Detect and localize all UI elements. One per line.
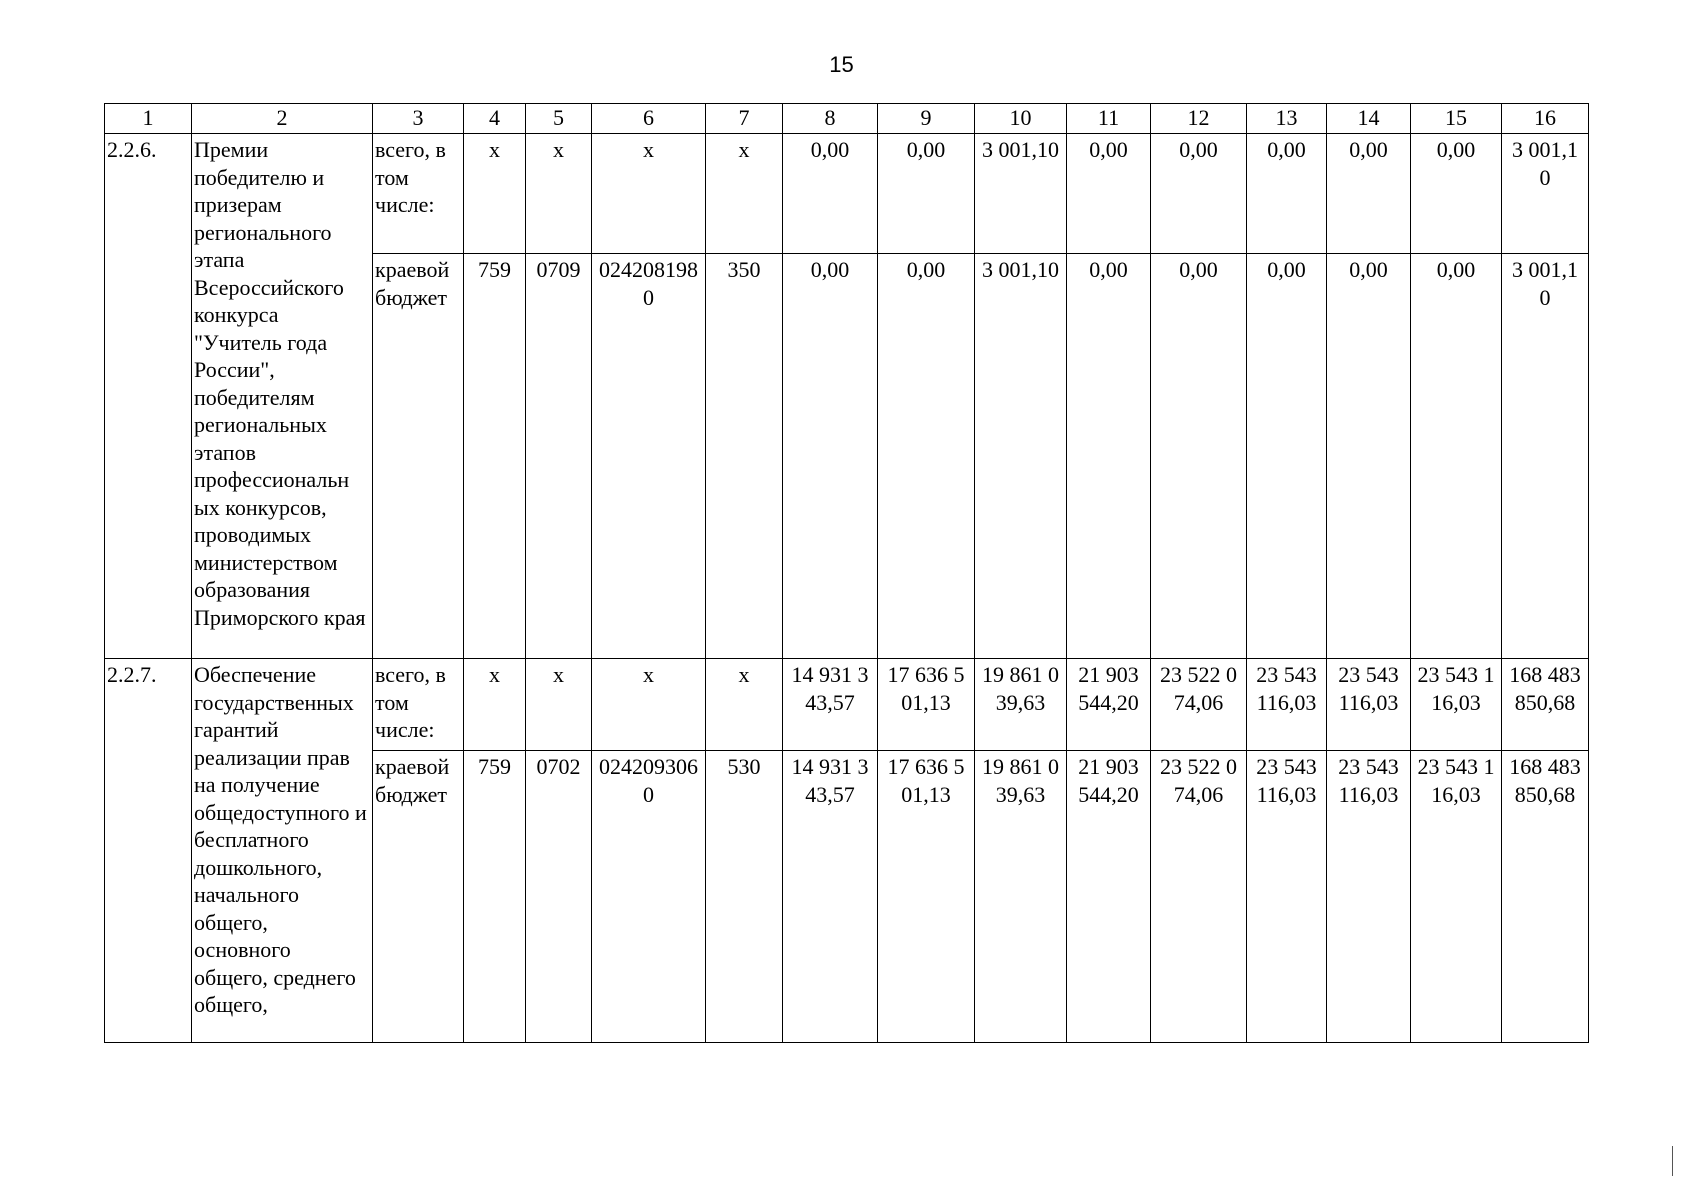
- funding-source: краевой бюджет: [373, 254, 464, 659]
- cell-value: 0,00: [1247, 254, 1327, 659]
- budget-table: [104, 103, 1589, 1043]
- cell-col6: x: [592, 134, 706, 254]
- cell-col6: 024208198 0: [592, 254, 706, 659]
- funding-source: всего, в том числе:: [373, 659, 464, 751]
- cell-value: 23 522 0 74,06: [1151, 659, 1247, 751]
- row-name: Обеспечение государственных гарантий реализации прав на получение общедоступного и бесплатного дошкольного, начального общего, основного общего, среднего общего,: [192, 659, 373, 1043]
- cell-value: 3 001,10: [975, 134, 1067, 254]
- page-number: 15: [829, 52, 854, 77]
- cell-value: 21 903 544,20: [1067, 751, 1151, 1043]
- column-header: 13: [1247, 104, 1327, 134]
- cell-value: 168 483 850,68: [1502, 659, 1589, 751]
- column-header: 7: [706, 104, 783, 134]
- cell-value: 0,00: [1411, 134, 1502, 254]
- cell-col5: x: [526, 659, 592, 751]
- cell-col7: 530: [706, 751, 783, 1043]
- row-code: 2.2.6.: [105, 134, 192, 659]
- cell-value: 3 001,10: [975, 254, 1067, 659]
- column-header: 16: [1502, 104, 1589, 134]
- cell-value: 0,00: [1067, 254, 1151, 659]
- cell-value: 0,00: [1151, 254, 1247, 659]
- cell-value: 23 543 116,03: [1247, 659, 1327, 751]
- column-header: 14: [1327, 104, 1411, 134]
- cell-value: 14 931 3 43,57: [783, 659, 878, 751]
- cell-value: 14 931 3 43,57: [783, 751, 878, 1043]
- cell-value: 0,00: [783, 134, 878, 254]
- row-name: Премии победителю и призерам регионального этапа Всероссийского конкурса "Учитель года России", победителям региональных этапов профессиональн ых конкурсов, проводимых министерством образования Приморского края: [192, 134, 373, 659]
- cell-value: 23 543 116,03: [1327, 751, 1411, 1043]
- scan-margin-mark: [1672, 1146, 1673, 1176]
- cell-col4: 759: [464, 254, 526, 659]
- column-header: 15: [1411, 104, 1502, 134]
- cell-value: 0,00: [1067, 134, 1151, 254]
- cell-value: 3 001,1 0: [1502, 254, 1589, 659]
- cell-value: 3 001,1 0: [1502, 134, 1589, 254]
- cell-value: 0,00: [1327, 254, 1411, 659]
- column-header: 1: [105, 104, 192, 134]
- cell-value: 23 522 0 74,06: [1151, 751, 1247, 1043]
- table-row: [105, 659, 1589, 751]
- cell-col6: x: [592, 659, 706, 751]
- row-code: 2.2.7.: [105, 659, 192, 1043]
- cell-value: 23 543 1 16,03: [1411, 751, 1502, 1043]
- cell-col7: 350: [706, 254, 783, 659]
- cell-value: 21 903 544,20: [1067, 659, 1151, 751]
- cell-col6: 024209306 0: [592, 751, 706, 1043]
- cell-col5: 0702: [526, 751, 592, 1043]
- cell-value: 0,00: [1247, 134, 1327, 254]
- table-header-row: [105, 104, 1589, 134]
- cell-value: 0,00: [783, 254, 878, 659]
- cell-value: 168 483 850,68: [1502, 751, 1589, 1043]
- cell-value: 23 543 116,03: [1327, 659, 1411, 751]
- cell-value: 0,00: [878, 254, 975, 659]
- column-header: 9: [878, 104, 975, 134]
- column-header: 2: [192, 104, 373, 134]
- column-header: 8: [783, 104, 878, 134]
- cell-col4: x: [464, 134, 526, 254]
- column-header: 6: [592, 104, 706, 134]
- cell-value: 17 636 5 01,13: [878, 659, 975, 751]
- cell-value: 0,00: [878, 134, 975, 254]
- cell-col4: 759: [464, 751, 526, 1043]
- column-header: 4: [464, 104, 526, 134]
- cell-col4: x: [464, 659, 526, 751]
- column-header: 10: [975, 104, 1067, 134]
- column-header: 5: [526, 104, 592, 134]
- cell-value: 17 636 5 01,13: [878, 751, 975, 1043]
- cell-value: 0,00: [1327, 134, 1411, 254]
- cell-col5: x: [526, 134, 592, 254]
- column-header: 3: [373, 104, 464, 134]
- funding-source: всего, в том числе:: [373, 134, 464, 254]
- cell-col5: 0709: [526, 254, 592, 659]
- cell-value: 19 861 0 39,63: [975, 659, 1067, 751]
- cell-value: 23 543 1 16,03: [1411, 659, 1502, 751]
- cell-col7: x: [706, 659, 783, 751]
- cell-value: 19 861 0 39,63: [975, 751, 1067, 1043]
- cell-col7: x: [706, 134, 783, 254]
- table-row: [105, 134, 1589, 254]
- cell-value: 0,00: [1411, 254, 1502, 659]
- column-header: 12: [1151, 104, 1247, 134]
- column-header: 11: [1067, 104, 1151, 134]
- funding-source: краевой бюджет: [373, 751, 464, 1043]
- cell-value: 0,00: [1151, 134, 1247, 254]
- cell-value: 23 543 116,03: [1247, 751, 1327, 1043]
